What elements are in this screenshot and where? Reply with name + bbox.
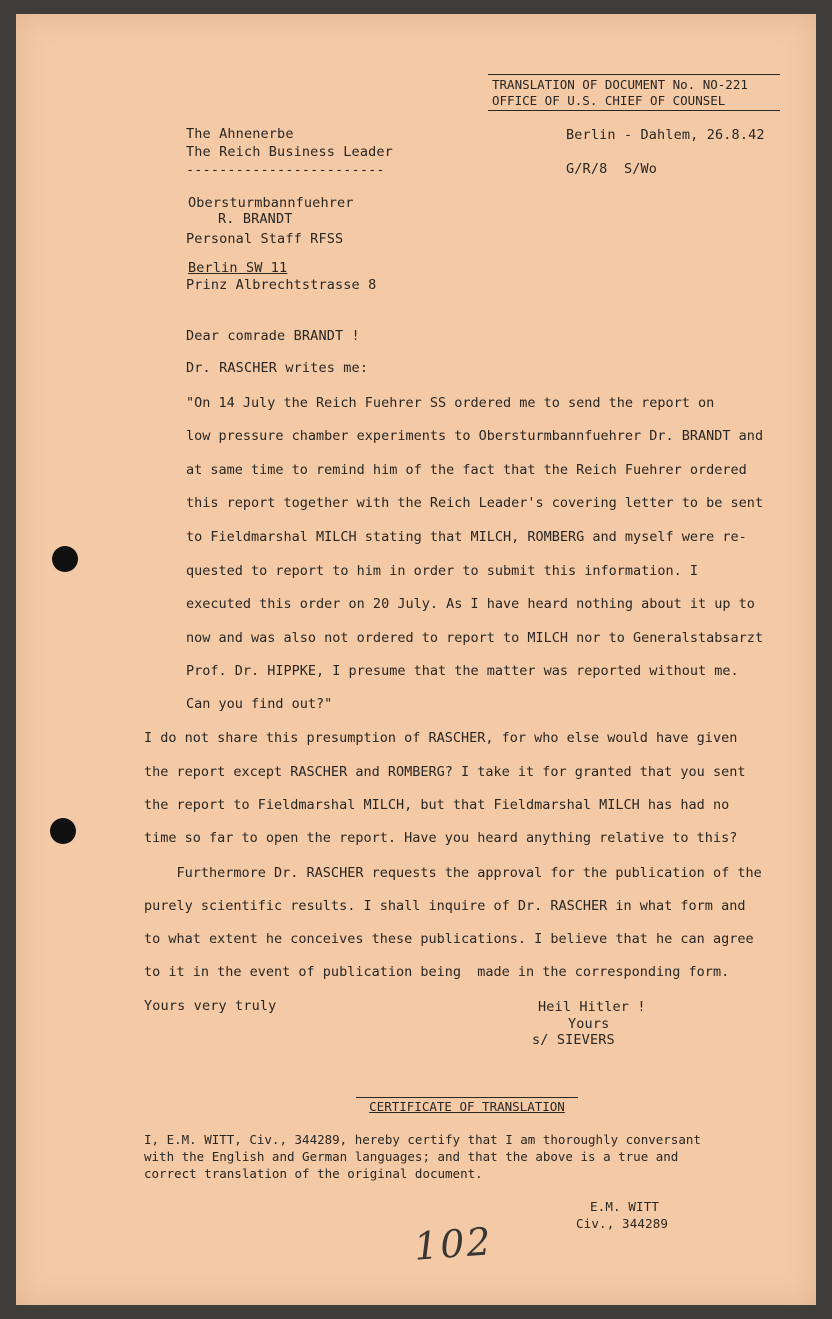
punch-hole <box>52 546 78 572</box>
translator-id: Civ., 344289 <box>576 1216 669 1231</box>
quote-line: "On 14 July the Reich Fuehrer SS ordered me to send the report on <box>186 395 715 411</box>
paragraph-line: purely scientific results. I shall inquire of Dr. RASCHER in what form and <box>144 898 746 914</box>
paragraph-line: to what extent he conceives these publications. I believe that he can agree <box>144 931 754 947</box>
quote-line: now and was also not ordered to report to MILCH nor to Generalstabsarzt <box>186 630 764 646</box>
paragraph-line: to it in the event of publication being made in the corresponding form. <box>144 964 730 980</box>
certificate-line: with the English and German languages; and that the above is a true and <box>144 1149 679 1164</box>
recipient-office: Personal Staff RFSS <box>186 231 344 247</box>
recipient-name: R. BRANDT <box>218 211 293 227</box>
quote-line: this report together with the Reich Leader's covering letter to be sent <box>186 495 764 511</box>
quote-line: Prof. Dr. HIPPKE, I presume that the matter was reported without me. <box>186 663 739 679</box>
salutation: Dear comrade BRANDT ! <box>186 328 360 344</box>
closing-greeting: Heil Hitler ! <box>538 999 646 1015</box>
sender-title: The Reich Business Leader <box>186 144 393 160</box>
quote-line: to Fieldmarshal MILCH stating that MILCH, ROMBERG and myself were re- <box>186 529 747 545</box>
paragraph-line: the report to Fieldmarshal MILCH, but that Fieldmarshal MILCH has had no <box>144 797 730 813</box>
quote-line: Can you find out?" <box>186 696 333 712</box>
certificate-heading: CERTIFICATE OF TRANSLATION <box>356 1097 578 1114</box>
sender-org: The Ahnenerbe <box>186 126 294 142</box>
header-line-2: OFFICE OF U.S. CHIEF OF COUNSEL <box>492 93 726 108</box>
recipient-city: Berlin SW 11 <box>188 260 288 276</box>
translator-name: E.M. WITT <box>590 1199 660 1214</box>
header-line-1: TRANSLATION OF DOCUMENT No. NO-221 <box>492 77 748 92</box>
recipient-street: Prinz Albrechtstrasse 8 <box>186 277 377 293</box>
handwritten-page-number: 102 <box>412 1219 494 1269</box>
paragraph-line: time so far to open the report. Have you heard anything relative to this? <box>144 830 738 846</box>
paragraph-line: Furthermore Dr. RASCHER requests the approval for the publication of the <box>144 865 762 881</box>
document-page <box>16 14 816 1305</box>
sender-rule: ------------------------ <box>186 162 385 178</box>
translation-header <box>488 74 780 111</box>
closing-left: Yours very truly <box>144 998 277 1014</box>
reference-code: G/R/8 S/Wo <box>566 161 658 177</box>
paragraph-line: I do not share this presumption of RASCHER, for who else would have given <box>144 730 738 746</box>
quote-line: quested to report to him in order to submit this information. I <box>186 563 699 579</box>
place-date: Berlin - Dahlem, 26.8.42 <box>566 127 765 143</box>
closing-yours: Yours <box>568 1016 610 1032</box>
certificate-line: I, E.M. WITT, Civ., 344289, hereby certify that I am thoroughly conversant <box>144 1132 701 1147</box>
quote-line: at same time to remind him of the fact that the Reich Fuehrer ordered <box>186 462 747 478</box>
certificate-line: correct translation of the original document. <box>144 1166 483 1181</box>
quote-line: executed this order on 20 July. As I have heard nothing about it up to <box>186 596 755 612</box>
punch-hole <box>50 818 76 844</box>
recipient-rank: Obersturmbannfuehrer <box>188 195 354 211</box>
paragraph-line: the report except RASCHER and ROMBERG? I take it for granted that you sent <box>144 764 746 780</box>
signature-sievers: s/ SIEVERS <box>532 1032 615 1048</box>
quote-line: low pressure chamber experiments to Obersturmbannfuehrer Dr. BRANDT and <box>186 428 764 444</box>
intro-line: Dr. RASCHER writes me: <box>186 360 369 376</box>
